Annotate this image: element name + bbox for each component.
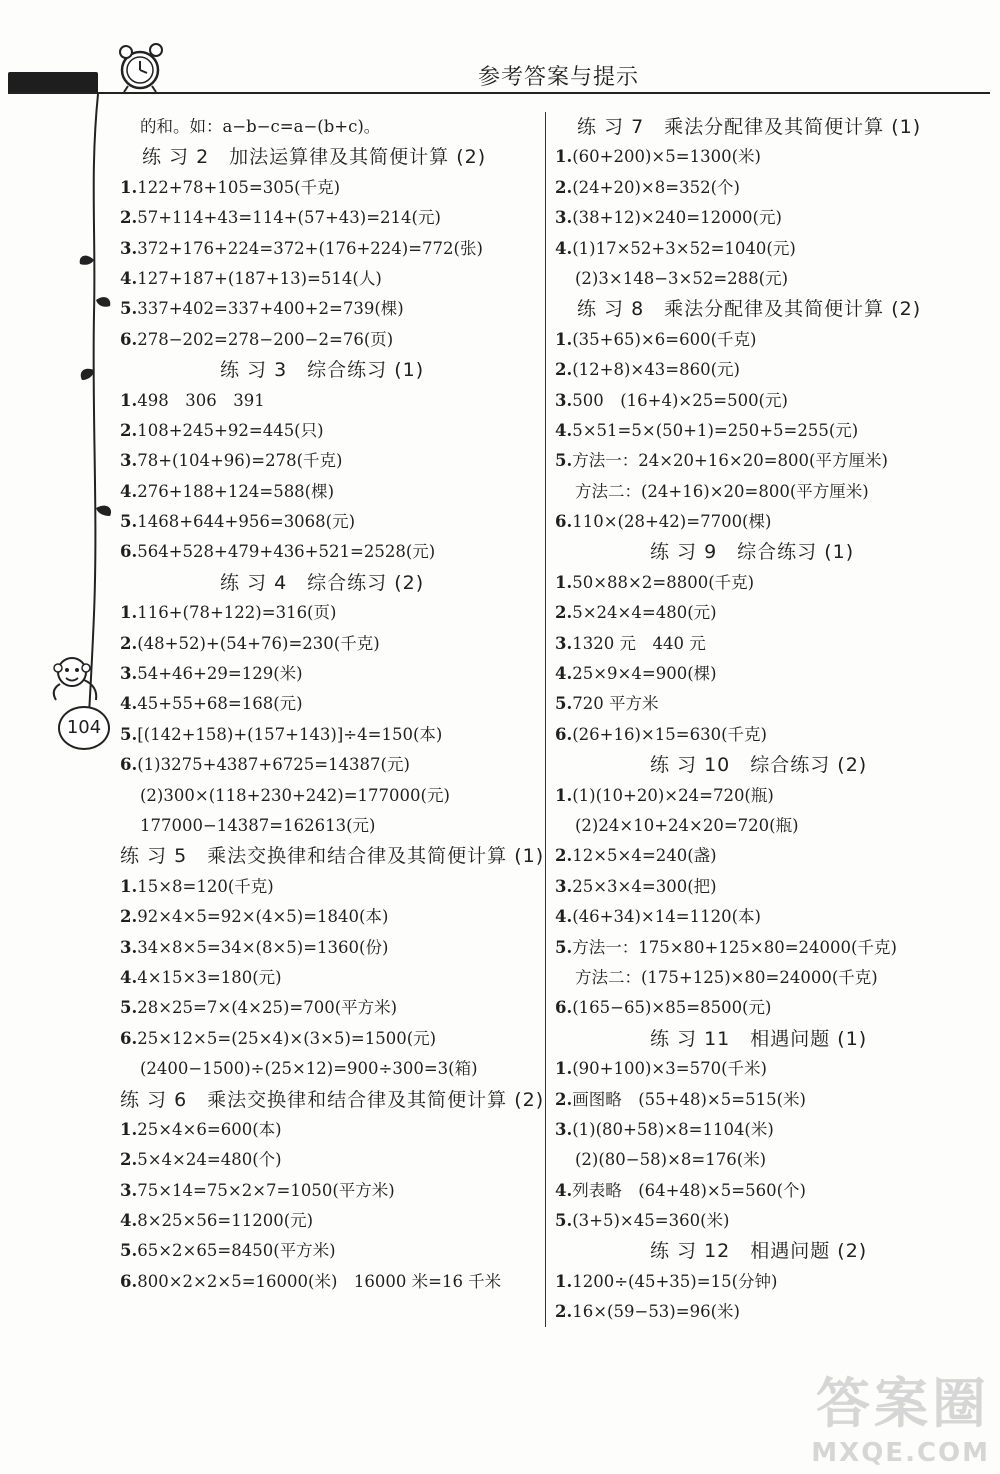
answer-item	[555, 841, 995, 871]
item-number: 1.	[555, 1271, 573, 1291]
item-answer-text: 500 (16+4)×25=500(元)	[572, 390, 788, 410]
answer-continuation	[555, 264, 995, 294]
item-number: 4.	[555, 238, 573, 258]
item-answer-text: 110×(28+42)=7700(棵)	[572, 512, 772, 532]
answer-item	[555, 173, 995, 203]
answer-item	[555, 659, 995, 689]
item-answer-text: (46+34)×14=1120(本)	[572, 907, 761, 927]
answer-continuation	[120, 811, 540, 841]
item-number: 2.	[120, 633, 138, 653]
item-number: 2.	[120, 907, 138, 927]
answer-item	[120, 507, 540, 537]
page-number: 104	[58, 706, 110, 750]
answer-item	[120, 963, 540, 993]
watermark	[811, 1361, 990, 1468]
answer-item	[555, 720, 995, 750]
item-number: 3.	[555, 633, 573, 653]
item-number: 1.	[120, 390, 138, 410]
item-answer-text: 122+78+105=305(千克)	[137, 177, 341, 197]
item-answer-text: 5×24×4=480(元)	[572, 603, 717, 623]
item-number: 6.	[120, 755, 138, 775]
item-answer-text: 50×88×2=8800(千克)	[572, 572, 755, 592]
item-number: 6.	[120, 1271, 138, 1291]
section-heading-text: 练 习 10 综合练习 (2)	[650, 754, 868, 777]
item-answer-text: 12×5×4=240(盏)	[572, 846, 717, 866]
answer-item	[555, 568, 995, 598]
item-number: 1.	[120, 603, 138, 623]
answer-item	[120, 689, 540, 719]
answer-item	[120, 993, 540, 1023]
item-answer-text: 25×4×6=600(本)	[137, 1119, 282, 1139]
answer-item	[120, 294, 540, 324]
item-number: 6.	[555, 998, 573, 1018]
item-answer-text: 65×2×65=8450(平方米)	[137, 1241, 336, 1261]
answer-continuation	[120, 781, 540, 811]
answer-item	[555, 1085, 995, 1115]
answer-item	[555, 993, 995, 1023]
item-answer-text: 画图略 (55+48)×5=515(米)	[572, 1089, 806, 1109]
item-answer-text: 5×4×24=480(个)	[137, 1150, 282, 1170]
item-answer-text: 4×15×3=180(元)	[137, 967, 282, 987]
item-answer-text: (26+16)×15=630(千克)	[572, 724, 767, 744]
continuation-text: (2)(80−58)×8=176(米)	[575, 1150, 767, 1170]
item-answer-text: (48+52)+(54+76)=230(千克)	[137, 633, 380, 653]
item-answer-text: 16×(59−53)=96(米)	[572, 1302, 740, 1322]
monkey-mascot-icon	[46, 650, 116, 710]
section-heading	[555, 112, 995, 142]
item-number: 2.	[120, 420, 138, 440]
section-heading-text: 练 习 2 加法运算律及其简便计算 (2)	[142, 146, 487, 169]
answer-item	[555, 1267, 995, 1297]
item-answer-text: 34×8×5=34×(8×5)=1360(份)	[137, 937, 389, 957]
item-answer-text: (3+5)×45=360(米)	[572, 1211, 730, 1231]
item-answer-text: 75×14=75×2×7=1050(平方米)	[137, 1180, 395, 1200]
answer-item	[120, 173, 540, 203]
answer-continuation	[120, 112, 540, 142]
continuation-text: 177000−14387=162613(元)	[140, 815, 376, 835]
section-heading-text: 练 习 4 综合练习 (2)	[220, 571, 425, 594]
answer-item	[120, 1176, 540, 1206]
item-number: 1.	[120, 177, 138, 197]
continuation-text: (2)300×(118+230+242)=177000(元)	[140, 785, 450, 805]
answer-item	[555, 872, 995, 902]
item-number: 2.	[120, 208, 138, 228]
item-number: 2.	[555, 846, 573, 866]
item-number: 1.	[555, 785, 573, 805]
item-answer-text: 方法一：175×80+125×80=24000(千克)	[572, 937, 897, 957]
item-number: 1.	[120, 1119, 138, 1139]
continuation-text: 方法二：(175+125)×80=24000(千克)	[575, 967, 878, 987]
item-answer-text: (165−65)×85=8500(元)	[572, 998, 772, 1018]
answer-item	[555, 689, 995, 719]
item-number: 5.	[120, 512, 138, 532]
item-number: 4.	[120, 268, 138, 288]
item-answer-text: 78+(104+96)=278(千克)	[137, 451, 343, 471]
answer-item	[120, 537, 540, 567]
continuation-text: (2)3×148−3×52=288(元)	[575, 268, 789, 288]
item-answer-text: (60+200)×5=1300(米)	[572, 147, 761, 167]
section-heading	[120, 568, 540, 598]
item-number: 2.	[555, 603, 573, 623]
item-answer-text: 116+(78+122)=316(页)	[137, 603, 337, 623]
answer-item	[555, 203, 995, 233]
item-number: 5.	[120, 998, 138, 1018]
answer-item	[120, 720, 540, 750]
item-answer-text: [(142+158)+(157+143)]÷4=150(本)	[137, 724, 443, 744]
item-answer-text: 25×12×5=(25×4)×(3×5)=1500(元)	[137, 1028, 437, 1048]
item-number: 6.	[555, 724, 573, 744]
item-answer-text: 92×4×5=92×(4×5)=1840(本)	[137, 907, 389, 927]
answer-item	[555, 416, 995, 446]
section-heading-text: 练 习 6 乘法交换律和结合律及其简便计算 (2)	[120, 1088, 545, 1111]
item-number: 6.	[120, 542, 138, 562]
answer-continuation	[555, 477, 995, 507]
answer-item	[555, 902, 995, 932]
answer-item	[555, 234, 995, 264]
item-answer-text: 720 平方米	[572, 694, 659, 714]
alarm-clock-icon	[116, 40, 182, 94]
section-heading-text: 练 习 3 综合练习 (1)	[220, 359, 425, 382]
item-number: 4.	[120, 967, 138, 987]
answer-item	[120, 1206, 540, 1236]
item-answer-text: 列表略 (64+48)×5=560(个)	[572, 1180, 806, 1200]
answer-item	[120, 416, 540, 446]
item-number: 3.	[120, 664, 138, 684]
item-answer-text: (38+12)×240=12000(元)	[572, 208, 782, 228]
answer-item	[555, 1115, 995, 1145]
answer-item	[555, 933, 995, 963]
answer-item	[555, 507, 995, 537]
item-number: 1.	[555, 1059, 573, 1079]
answer-item	[120, 598, 540, 628]
answer-item	[120, 203, 540, 233]
item-answer-text: 372+176+224=372+(176+224)=772(张)	[137, 238, 483, 258]
item-answer-text: 57+114+43=114+(57+43)=214(元)	[137, 208, 441, 228]
item-answer-text: 45+55+68=168(元)	[137, 694, 303, 714]
item-number: 4.	[555, 664, 573, 684]
item-answer-text: (1)17×52+3×52=1040(元)	[572, 238, 796, 258]
answer-item	[120, 1267, 540, 1297]
item-answer-text: 108+245+92=445(只)	[137, 420, 324, 440]
item-number: 1.	[555, 147, 573, 167]
item-number: 5.	[555, 694, 573, 714]
item-answer-text: 127+187+(187+13)=514(人)	[137, 268, 382, 288]
item-answer-text: (1)3275+4387+6725=14387(元)	[137, 755, 410, 775]
left-column	[120, 112, 545, 1297]
item-answer-text: 方法一：24×20+16×20=800(平方厘米)	[572, 451, 888, 471]
answer-continuation	[555, 811, 995, 841]
continuation-text: 方法二：(24+16)×20=800(平方厘米)	[575, 481, 869, 501]
continuation-text: (2400−1500)÷(25×12)=900÷300=3(箱)	[140, 1059, 478, 1079]
item-answer-text: (35+65)×6=600(千克)	[572, 329, 757, 349]
answer-item	[120, 872, 540, 902]
answer-item	[555, 386, 995, 416]
item-number: 3.	[555, 1119, 573, 1139]
item-number: 3.	[555, 390, 573, 410]
item-answer-text: 5×51=5×(50+1)=250+5=255(元)	[572, 420, 859, 440]
item-number: 4.	[120, 694, 138, 714]
answer-item	[555, 781, 995, 811]
item-number: 4.	[555, 907, 573, 927]
answer-item	[120, 629, 540, 659]
item-number: 2.	[555, 1302, 573, 1322]
right-column	[555, 112, 995, 1328]
item-answer-text: (1)(10+20)×24=720(瓶)	[572, 785, 774, 805]
answer-item	[555, 355, 995, 385]
answer-item	[555, 325, 995, 355]
item-number: 3.	[120, 238, 138, 258]
item-number: 1.	[555, 329, 573, 349]
answer-continuation	[555, 963, 995, 993]
section-heading	[120, 142, 540, 172]
item-answer-text: 498 306 391	[137, 390, 265, 410]
item-number: 3.	[555, 876, 573, 896]
item-number: 5.	[555, 937, 573, 957]
item-answer-text: 278−202=278−200−2=76(页)	[137, 329, 394, 349]
answer-item	[120, 902, 540, 932]
section-heading-text: 练 习 5 乘法交换律和结合律及其简便计算 (1)	[120, 845, 545, 868]
item-answer-text: (90+100)×3=570(千米)	[572, 1059, 767, 1079]
answer-item	[120, 1145, 540, 1175]
answer-item	[120, 325, 540, 355]
continuation-text: 的和。如：a−b−c=a−(b+c)。	[140, 117, 381, 136]
header-band	[8, 72, 98, 94]
item-answer-text: 25×9×4=900(棵)	[572, 664, 717, 684]
item-number: 1.	[555, 572, 573, 592]
watermark-logo-text: 答案圈	[816, 1372, 990, 1435]
item-answer-text: 337+402=337+400+2=739(棵)	[137, 299, 404, 319]
answer-item	[555, 446, 995, 476]
answer-item	[555, 1054, 995, 1084]
section-heading-text: 练 习 12 相遇问题 (2)	[650, 1240, 868, 1263]
answer-item	[120, 477, 540, 507]
item-number: 4.	[120, 481, 138, 501]
section-heading	[120, 355, 540, 385]
item-number: 6.	[120, 1028, 138, 1048]
item-answer-text: 276+188+124=588(棵)	[137, 481, 335, 501]
item-number: 5.	[555, 451, 573, 471]
answer-item	[120, 264, 540, 294]
section-heading-text: 练 习 8 乘法分配律及其简便计算 (2)	[577, 298, 922, 321]
item-number: 4.	[555, 420, 573, 440]
answer-item	[120, 446, 540, 476]
watermark-url: MXQE.COM	[811, 1438, 990, 1468]
section-heading	[555, 1024, 995, 1054]
answer-item	[555, 142, 995, 172]
item-answer-text: 1468+644+956=3068(元)	[137, 512, 356, 532]
item-number: 2.	[555, 360, 573, 380]
item-number: 5.	[120, 724, 138, 744]
item-number: 6.	[120, 329, 138, 349]
item-answer-text: 28×25=7×(4×25)=700(平方米)	[137, 998, 398, 1018]
section-heading	[120, 841, 545, 871]
answer-item	[120, 234, 540, 264]
item-number: 5.	[120, 299, 138, 319]
item-number: 5.	[120, 1241, 138, 1261]
answer-item	[120, 1236, 540, 1266]
answer-item	[120, 750, 540, 780]
item-answer-text: 15×8=120(千克)	[137, 876, 274, 896]
answer-item	[555, 629, 995, 659]
item-number: 2.	[555, 1089, 573, 1109]
item-number: 6.	[555, 512, 573, 532]
section-heading	[120, 1085, 545, 1115]
answer-item	[120, 1115, 540, 1145]
column-divider	[545, 112, 546, 1327]
answer-item	[120, 933, 540, 963]
answer-item	[555, 598, 995, 628]
item-answer-text: 1200÷(45+35)=15(分钟)	[572, 1271, 778, 1291]
item-answer-text: (24+20)×8=352(个)	[572, 177, 740, 197]
section-heading	[555, 537, 995, 567]
item-number: 3.	[555, 208, 573, 228]
answer-item	[555, 1176, 995, 1206]
section-heading	[555, 750, 995, 780]
answer-item	[120, 386, 540, 416]
section-heading	[555, 1236, 995, 1266]
item-answer-text: 1320 元 440 元	[572, 633, 706, 653]
item-answer-text: 8×25×56=11200(元)	[137, 1211, 314, 1231]
continuation-text: (2)24×10+24×20=720(瓶)	[575, 815, 799, 835]
section-heading-text: 练 习 11 相遇问题 (1)	[650, 1027, 868, 1050]
answer-continuation	[120, 1054, 540, 1084]
page-header-title: 参考答案与提示	[478, 65, 640, 90]
item-answer-text: 54+46+29=129(米)	[137, 664, 303, 684]
item-answer-text: (12+8)×43=860(元)	[572, 360, 740, 380]
item-answer-text: 25×3×4=300(把)	[572, 876, 717, 896]
item-number: 4.	[120, 1211, 138, 1231]
item-number: 4.	[555, 1180, 573, 1200]
item-number: 5.	[555, 1211, 573, 1231]
answer-continuation	[555, 1145, 995, 1175]
answer-item	[555, 1206, 995, 1236]
section-heading-text: 练 习 7 乘法分配律及其简便计算 (1)	[577, 116, 922, 138]
item-number: 2.	[120, 1150, 138, 1170]
section-heading-text: 练 习 9 综合练习 (1)	[650, 541, 855, 564]
answer-item	[120, 659, 540, 689]
item-number: 3.	[120, 451, 138, 471]
item-number: 3.	[120, 1180, 138, 1200]
answer-item	[555, 1297, 995, 1327]
item-answer-text: 800×2×2×5=16000(米) 16000 米=16 千米	[137, 1271, 502, 1291]
item-answer-text: 564+528+479+436+521=2528(元)	[137, 542, 436, 562]
section-heading	[555, 294, 995, 324]
item-answer-text: (1)(80+58)×8=1104(米)	[572, 1119, 774, 1139]
answer-item	[120, 1024, 540, 1054]
item-number: 1.	[120, 876, 138, 896]
item-number: 3.	[120, 937, 138, 957]
item-number: 2.	[555, 177, 573, 197]
